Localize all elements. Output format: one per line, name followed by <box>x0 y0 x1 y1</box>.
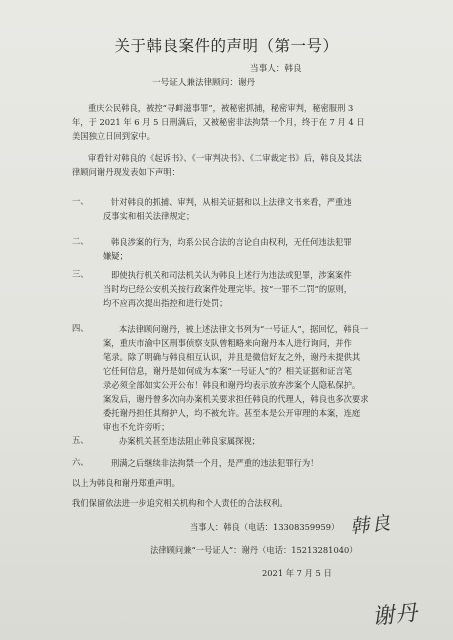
item-line: 审也不允许旁听； <box>103 422 170 432</box>
item-line: 当时均已经公安机关按行政案件处理完毕。按“一罪不二罚”的原则， <box>103 284 353 294</box>
item-line: 它任何信息，谢丹是如何成为本案“一号证人”的？相关证据和证言笔 <box>103 366 353 376</box>
item-4 <box>103 322 369 434</box>
item-line: 刑满之后继续非法拘禁一个月，是严重的违法犯罪行为！ <box>111 458 319 468</box>
item-5 <box>103 434 260 448</box>
party-signature: 韩良 <box>349 511 394 539</box>
rights-reservation: 我们保留依法进一步追究相关机构和个人责任的合法权利。 <box>72 498 288 508</box>
review-line: 审看针对韩良的《起诉书》、《一审判决书》、《二审裁定书》后，韩良及其法 <box>88 153 362 163</box>
item-line: 笔录。除了明确与韩良相互认识，并且是微信好友之外，谢丹未提供其 <box>103 352 361 362</box>
item-number: 二、 <box>72 236 89 246</box>
item-line: 均不应再次提出指控和进行处罚； <box>103 298 228 308</box>
item-number: 五、 <box>72 435 89 445</box>
intro-line: 年，于 2021 年 6 月 5 日刑满后，又被秘密非法拘禁一个月，终于在 7 月 4 日 <box>72 117 365 127</box>
item-2 <box>103 235 352 263</box>
item-line: 反事实和相关法律规定； <box>103 211 195 221</box>
intro-paragraph <box>72 101 365 143</box>
item-line: 委托谢丹担任其辩护人，均不被允许。甚至本是公开审理的本案，连庭 <box>103 408 361 418</box>
item-line: 录必须全部如实公开公布！韩良和谢丹均表示放弃涉案个人隐私保护。 <box>103 380 361 390</box>
item-line: 案，重庆市渝中区刑事侦察支队曾粗略来向谢丹本人进行询问，并作 <box>103 338 352 348</box>
document-title: 关于韩良案件的声明（第一号） <box>114 37 339 55</box>
document-date: 2021 年 7 月 5 日 <box>262 568 332 578</box>
item-line: 即使执行机关和司法机关认为韩良上述行为违法或犯罪，涉案案件 <box>111 270 352 280</box>
item-1 <box>103 195 352 223</box>
item-number: 一、 <box>72 196 89 206</box>
closing-statement: 以上为韩良和谢丹郑重声明。 <box>72 478 180 488</box>
intro-line: 重庆公民韩良，被控“寻衅滋事罪”，被秘密抓捕，秘密审判，秘密服刑 3 <box>88 103 354 113</box>
witness-line: 一号证人兼法律顾问：谢丹 <box>152 78 256 88</box>
item-line: 嫌疑； <box>103 251 128 261</box>
party-contact: 当事人：韩良（电话：13308359959） <box>190 522 340 532</box>
item-number: 三、 <box>72 269 89 279</box>
item-6 <box>103 456 318 470</box>
item-line: 针对韩良的抓捕、审判，从相关证据和以上法律文书来看，严重违 <box>111 197 352 207</box>
item-line: 案发后，谢丹曾多次向办案机关要求担任韩良的代理人，韩良也多次要求 <box>103 394 369 404</box>
advisor-signature: 谢丹 <box>371 600 420 631</box>
advisor-contact: 法律顾问兼“一号证人”：谢丹（电话：15213281040） <box>150 545 358 555</box>
intro-line: 美国独立日回到家中。 <box>72 131 155 141</box>
item-3 <box>103 268 352 310</box>
item-number: 六、 <box>72 457 89 467</box>
item-line: 本法律顾问谢丹，被上述法律文书列为“一号证人”，据回忆，韩良一 <box>119 324 369 334</box>
review-line: 律顾问谢丹现发表如下声明： <box>72 167 180 177</box>
party-line: 当事人：韩良 <box>250 64 302 74</box>
item-line: 办案机关甚至违法阻止韩良家属探视； <box>119 436 261 446</box>
item-line: 韩良涉案的行为，均系公民合法的言论自由权利，无任何违法犯罪 <box>111 237 352 247</box>
review-paragraph <box>72 151 362 179</box>
item-number: 四、 <box>72 323 89 333</box>
